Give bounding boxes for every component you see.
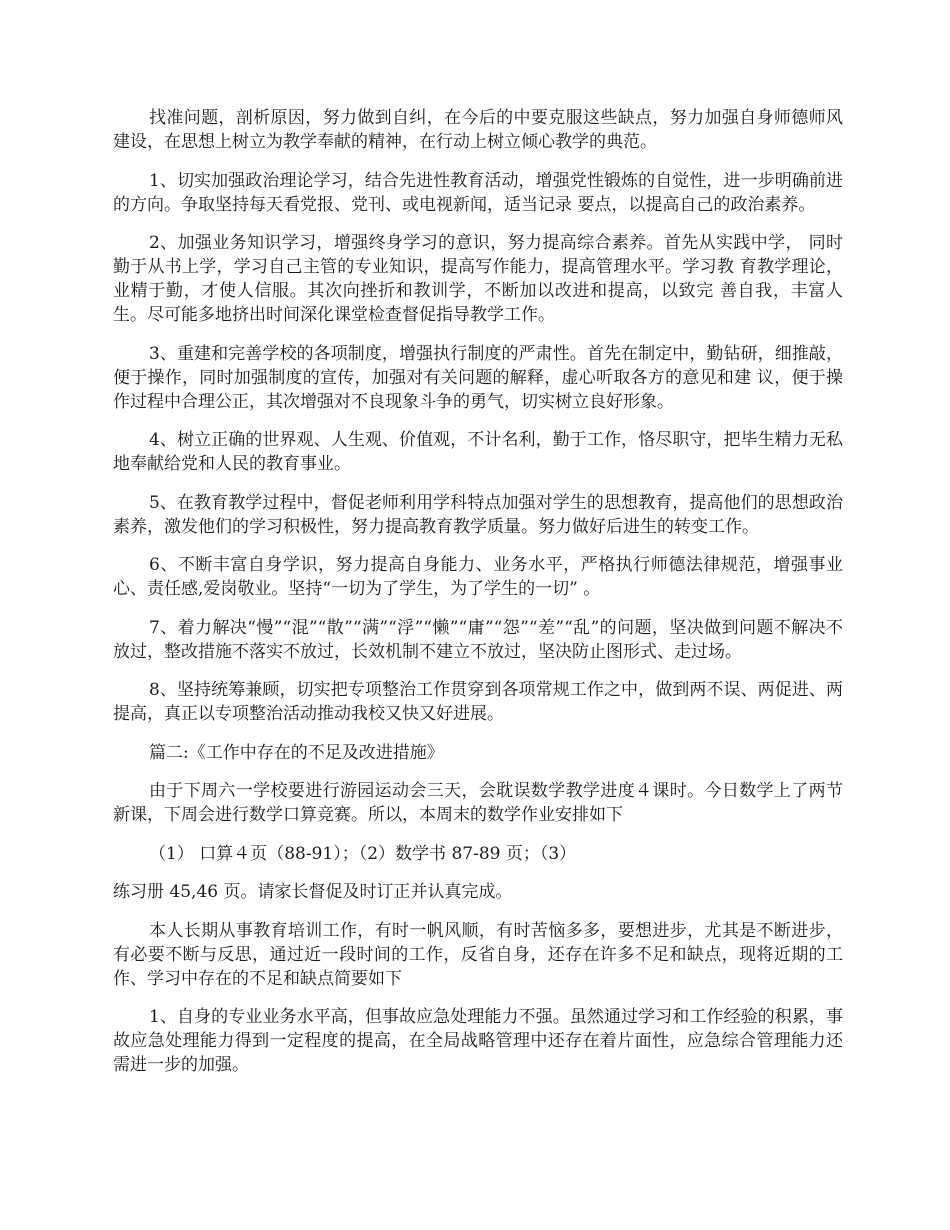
paragraph-item-2: 2、加强业务知识学习，增强终身学习的意识，努力提高综合素养。首先从实践中学， 同时勤于从书上学，学习自己主管的专业知识，提高写作能力，提高管理水平。学习教 育教学理论，业精于勤，才使人信服。其次向挫折和教训学，不断加以改进和提高，以致完 善自我，丰富人生。尽可能多地挤出时间深化课堂检查督促指导教学工作。: [113, 233, 843, 325]
document-page: [113, 106, 843, 1092]
paragraph-item-3: 3、重建和完善学校的各项制度，增强执行制度的严肃性。首先在制定中，勤钻研，细推敲，便于操作，同时加强制度的宣传，加强对有关问题的解释，虚心听取各方的意见和建 议，便于操作过程中合理公正，其次增强对不良现象斗争的勇气，切实树立良好形象。: [113, 343, 843, 412]
paragraph-item-4: 4、树立正确的世界观、人生观、价值观，不计名利，勤于工作，恪尽职守，把毕生精力无私地奉献给党和人民的教育事业。: [113, 430, 843, 474]
paragraph-homework-list: （1） 口算４页（88-91）；（2）数学书 87-89 页；（3）: [149, 843, 577, 864]
paragraph-item-1: 1、切实加强政治理论学习，结合先进性教育活动，增强党性锻炼的自觉性，进一步明确前进的方向。争取坚持每天看党报、党刊、或电视新闻，适当记录 要点，以提高自己的政治素养。: [113, 170, 843, 215]
paragraph-item-6: 6、不断丰富自身学识，努力提高自身能力、业务水平，严格执行师德法律规范，增强事业心、责任感,爱岗敬业。坚持“一切为了学生，为了学生的一切” 。: [113, 555, 843, 599]
paragraph-homework-workbook: 练习册 45,46 页。请家长督促及时订正并认真完成。: [113, 882, 513, 902]
paragraph-item-5: 5、在教育教学过程中，督促老师利用学科特点加强对学生的思想教育，提高他们的思想政治素养，激发他们的学习积极性，努力提高教育教学质量。努力做好后进生的转变工作。: [113, 492, 843, 537]
paragraph-self-reflection: 本人长期从事教育培训工作，有时一帆风顺，有时苦恼多多，要想进步，尤其是不断进步，有必要不断与反思，通过近一段时间的工作，反省自身，还存在许多不足和缺点，现将近期的工作、学习中存在的不足和缺点简要如下: [113, 920, 843, 989]
paragraph-intro: 找准问题，剖析原因，努力做到自纠，在今后的中要克服这些缺点，努力加强自身师德师风建设，在思想上树立为教学奉献的精神，在行动上树立倾心教学的典范。: [113, 108, 843, 152]
section-heading: 篇二:《工作中存在的不足及改进措施》: [149, 742, 444, 763]
paragraph-item-8: 8、坚持统筹兼顾，切实把专项整治工作贯穿到各项常规工作之中，做到两不误、两促进、两提高，真正以专项整治活动推动我校又快又好进展。: [113, 680, 843, 724]
paragraph-homework-notice: 由于下周六一学校要进行游园运动会三天，会耽误数学教学进度４课时。今日数学上了两节新课，下周会进行数学口算竞赛。所以，本周末的数学作业安排如下: [113, 781, 843, 825]
paragraph-item-7: 7、着力解决“慢”“混”“散”“满”“浮”“懒”“庸”“怨”“差”“乱”的问题，坚决做到问题不解决不放过，整改措施不落实不放过，长效机制不建立不放过，坚决防止图形式、走过场。: [113, 617, 843, 662]
paragraph-shortcoming-1: 1、自身的专业业务水平高，但事故应急处理能力不强。虽然通过学习和工作经验的积累，事故应急处理能力得到一定程度的提高，在全局战略管理中还存在着片面性，应急综合管理能力还需进一步的加强。: [113, 1007, 843, 1075]
